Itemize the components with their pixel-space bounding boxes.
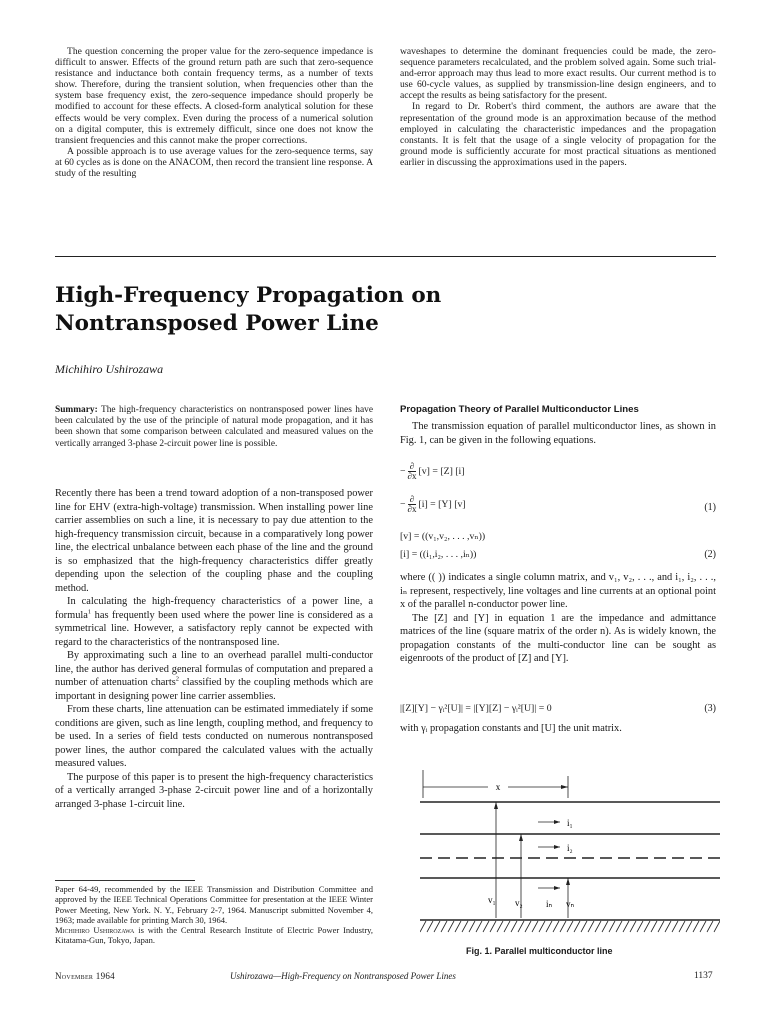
v2-label: v₂ [515,898,523,908]
hatch-mark [693,921,699,932]
reference-marker: 2 [175,675,180,683]
i1-label: i₁ [567,818,573,828]
hatch-mark [483,921,489,932]
v1-label: v₁ [488,895,496,905]
arrowhead [561,785,568,789]
paragraph: In regard to Dr. Robert's third comment, the authors are aware that the representation of the ground mode is an approximation because of the method employed in calculating the characteristic impedances and the propagation constants. It is felt that the usage of a single velocity of propagation for the ground mode is sufficiently accurate for most practical situations as mentioned earlier in discussing the approximations used in the papers. [400,101,716,168]
paragraph: A possible approach is to use average values for the zero-sequence terms, say at 60 cycles as is done on the ANACOM, then record the transient line response. A study of the resulting [55,145,373,180]
arrowhead [554,820,560,824]
hatch-mark [525,921,531,932]
in-label: iₙ [546,899,553,909]
hatch-mark [679,921,685,932]
footnote-paper-info: Paper 64-49, recommended by the IEEE Transmission and Distribution Committee and approved by the IEEE Technical Operations Committee for presentation at the IEEE Winter Power Meeting, New York. N. Y., February 2-7, 1964. Manuscript submitted November 4, 1963; made available for printing March 30, 1964. [55,884,373,925]
paragraph: with γᵢ propagation constants and [U] the unit matrix. [400,723,622,734]
hatch-mark [616,921,622,932]
paragraph: By approximating such a line to an overhead parallel multi-conductor line, the author has derived general formulas of computation and prepared a number of attenuation charts$^2$ classified by the coupling methods which are important in designing power line carrier assemblies. [55,650,373,702]
paragraph: The purpose of this paper is to present the high-frequency characteristics of a vertically arranged 3-phase 2-circuit power line and of a horizontally arranged 3-phase 1-circuit line. [55,771,373,810]
hatch-mark [686,921,692,932]
hatch-mark [420,921,426,932]
equation-1a: − $\frac{\partial}{\partial x} [v] = [Z]$ [i] [400,461,465,481]
equation-2b: [i] = ((i₁,i₂, . . . ,iₙ)) [400,549,477,560]
paragraph: The question concerning the proper value for the zero-sequence impedance is difficult to answer. Effects of the ground return path are such that zero-sequence resistance and inductance both contain frequency terms, as a number of texts show. Therefore, during the transient solution, when frequencies other than the system base frequency exist, the zero-sequence impedance should properly be modified to account for these effects. A closed-form analytical solution for these effects would be very complex. Even during the process of a numerical solution on a digital computer, this is extremely difficult, since one does not know the transient frequencies and this cannot make the proper corrections. [55,46,373,146]
hatch-mark [490,921,496,932]
hatch-mark [455,921,461,932]
vn-label: vₙ [566,899,575,909]
summary-text: The high-frequency characteristics on nontransposed power lines have been calculated by the use of the principle of natural mode propagation, and it has been shown that some comparison between calculated and measured values on the vertically arranged 3-phase 2-circuit power line is possible. [55,405,373,449]
hatch-mark [665,921,671,932]
summary-label: Summary: [55,405,98,415]
hatch-mark [518,921,524,932]
equation-1b: − $\frac{\partial}{\partial x} [i] = [Y]$ [v] [400,494,466,514]
continued-discussion-left [55,46,373,179]
figure-parallel-lines [420,770,720,940]
equation-2a: [v] = ((v₁,v₂, . . . ,vₙ)) [400,531,486,542]
hatch-mark [602,921,608,932]
hatch-mark [511,921,517,932]
hatch-mark [714,921,720,932]
equation-number: (3) [704,703,716,714]
hatch-mark [609,921,615,932]
hatch-mark [497,921,503,932]
body-left-column [55,487,373,811]
paragraph: Recently there has been a trend toward adoption of a non-transposed power line for EHV (extra-high-voltage) transmission. When installing power line carrier assemblies on such a line, it is necessary to pay due attention to the high-frequency transmission circuit, because in a comparatively long power line, the electrical unbalance between each phase of the line and the ground is so emphasized that the high-frequency characteristics differ greatly depending upon the selection of the coupling phase and the coupling method. [55,488,373,594]
hatch-mark [448,921,454,932]
hatch-mark [567,921,573,932]
hatch-mark [560,921,566,932]
equation-3: |[Z][Y] − γᵢ²[U]| = |[Y][Z] − γᵢ²[U]| = 0 [400,703,552,714]
arrowhead [566,878,570,885]
title-line: High-Frequency Propagation on [55,283,442,308]
body-right-text [400,571,716,666]
arrowhead [519,834,523,841]
hatch-mark [630,921,636,932]
hatch-mark [546,921,552,932]
paragraph: The [Z] and [Y] in equation 1 are the impedance and admittance matrices of the line (square matrix of the order n). As is widely known, the propagation constants of the multi-conductor line can be sought as eigenroots of the product of [Z] and [Y]. [400,612,716,664]
hatch-mark [623,921,629,932]
title-line: Nontransposed Power Line [55,311,379,336]
hatch-mark [462,921,468,932]
page-number: 1137 [694,971,713,981]
ground-hatching [420,921,720,932]
article-title [55,282,675,338]
hatch-mark [644,921,650,932]
hatch-mark [581,921,587,932]
section-heading: Propagation Theory of Parallel Multiconductor Lines [400,404,639,415]
paragraph: where (( )) indicates a single column matrix, and v₁, v₂, . . ., and i₁, i₂, . . ., iₙ represent, respectively, line voltages and line currents at an optional point x of the parallel n-conductor power line. [400,572,716,610]
hatch-mark [637,921,643,932]
footnote [55,884,373,946]
section-divider [55,256,716,257]
summary [55,405,373,450]
footer-date: November 1964 [55,971,115,981]
hatch-mark [651,921,657,932]
hatch-mark [434,921,440,932]
hatch-mark [427,921,433,932]
arrowhead [554,845,560,849]
i2-label: i₂ [567,843,573,853]
paragraph: waveshapes to determine the dominant frequencies could be made, the zero-sequence parameters recalculated, and the problem solved again. Some such trial-and-error approach may thus lead to more exact results. Our current method is to use 60-cycle values, as supplied by transmission-line design engineers, and to accept the results as being satisfactory for the present. [400,46,716,102]
reference-marker: 1 [87,608,92,616]
hatch-mark [504,921,510,932]
hatch-mark [532,921,538,932]
hatch-mark [588,921,594,932]
hatch-mark [469,921,475,932]
footnote-author-info: Michihiro Ushirozawa is with the Central Research Institute of Electric Power Industry, Kitatama-Gun, Tokyo, Japan. [55,925,373,946]
equation-number: (2) [704,549,716,560]
hatch-mark [476,921,482,932]
figure-caption: Fig. 1. Parallel multiconductor line [466,946,613,956]
footnote-divider [55,880,195,881]
hatch-mark [672,921,678,932]
hatch-mark [700,921,706,932]
hatch-mark [574,921,580,932]
paragraph: The transmission equation of parallel multiconductor lines, as shown in Fig. 1, can be given in the following equations. [400,421,716,446]
footer-running-title: Ushirozawa—High-Frequency on Nontransposed Power Lines [230,971,456,981]
arrowhead [554,886,560,890]
hatch-mark [595,921,601,932]
hatch-mark [553,921,559,932]
arrowhead [494,802,498,809]
hatch-mark [441,921,447,932]
continued-discussion-right [400,46,716,168]
author-name: Michihiro Ushirozawa [55,362,164,376]
x-label: x [495,782,501,792]
hatch-mark [707,921,713,932]
paragraph: In calculating the high-frequency characteristics of a power line, a formula$^1$ has frequently been used where the power line is considered as a symmetrical line. However, a satisfactory reply cannot be expected with regard to the characteristics of the nontransposed line. [55,596,373,648]
hatch-mark [539,921,545,932]
paragraph: From these charts, line attenuation can be estimated immediately if some conditions are given, such as line length, coupling method, and frequency to be used. In a series of field tests conducted on numerous nontransposed power lines, the author compared the calculated values with the actually measured values. [55,704,373,769]
equation-number: (1) [704,502,716,513]
hatch-mark [658,921,664,932]
